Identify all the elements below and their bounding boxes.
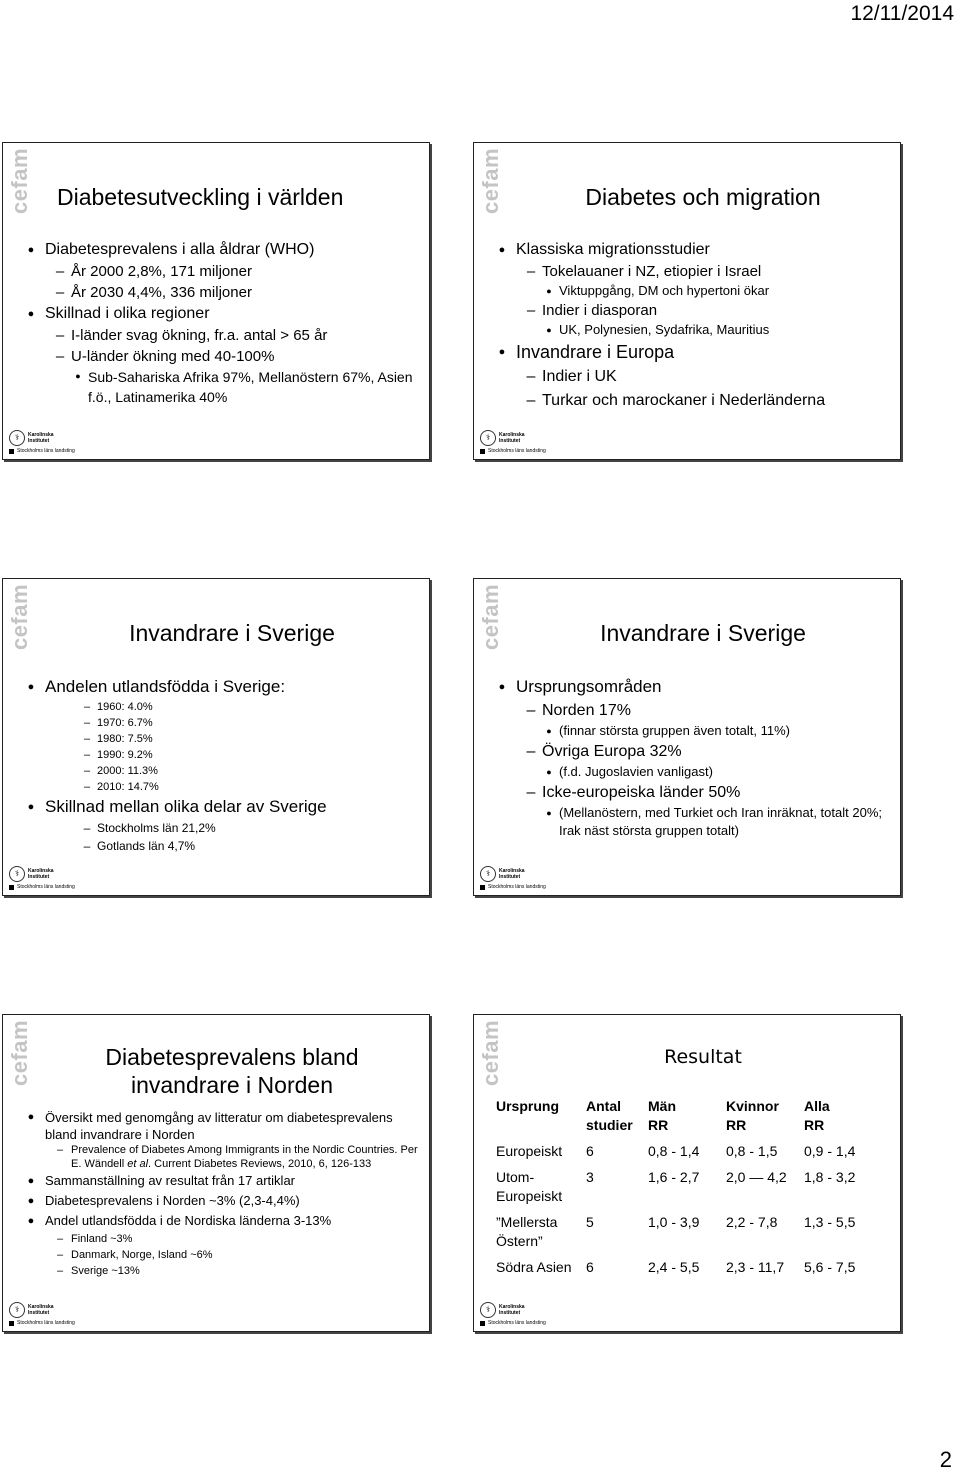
karolinska-wordmark: Karolinska Institutet bbox=[28, 432, 54, 444]
bullet-icon: ● bbox=[546, 325, 552, 335]
bullet-text: Stockholms län 21,2% bbox=[97, 821, 216, 835]
page-number: 2 bbox=[939, 1447, 952, 1472]
slide-title: Resultat bbox=[664, 1046, 742, 1068]
slide-footer bbox=[9, 1302, 75, 1326]
bullet-text: UK, Polynesien, Sydafrika, Mauritius bbox=[559, 322, 770, 337]
karolinska-logo-icon: ⚕ bbox=[480, 1302, 496, 1318]
slide-footer bbox=[480, 1302, 546, 1326]
bullet-text: I-länder svag ökning, fr.a. antal > 65 år bbox=[71, 327, 328, 344]
dash-icon: – bbox=[83, 781, 91, 793]
bullet-text: Viktuppgång, DM och hypertoni ökar bbox=[559, 283, 770, 298]
sll-logo-icon bbox=[480, 449, 485, 454]
year-share: 2010: 14.7% bbox=[97, 781, 159, 793]
slide-body bbox=[25, 239, 421, 407]
year-share: 2000: 11.3% bbox=[97, 765, 158, 777]
bullet-text: Diabetesprevalens i alla åldrar (WHO) bbox=[45, 241, 315, 258]
dash-icon: – bbox=[83, 821, 91, 835]
sll-wordmark: Stockholms läns landsting bbox=[17, 1320, 75, 1326]
bullet-text: (Mellanöstern, med Turkiet och Iran inräknat, totalt 20%; Irak näst största gruppen totalt) bbox=[559, 805, 882, 838]
slide-body bbox=[25, 1109, 421, 1279]
year-share: 1970: 6.7% bbox=[97, 717, 153, 729]
bullet-text: Icke-europeiska länder 50% bbox=[542, 784, 741, 801]
karolinska-wordmark: Karolinska Institutet bbox=[28, 1304, 54, 1316]
sll-logo-icon bbox=[9, 885, 14, 890]
cefam-logo-text: cefam bbox=[478, 1019, 503, 1087]
sll-wordmark: Stockholms läns landsting bbox=[17, 448, 75, 454]
bullet-text: År 2000 2,8%, 171 miljoner bbox=[71, 263, 252, 280]
sll-logo-icon bbox=[480, 885, 485, 890]
bullet-text: Indier i UK bbox=[542, 368, 617, 385]
bullet-icon: ● bbox=[75, 371, 81, 381]
dash-icon: – bbox=[526, 743, 536, 760]
karolinska-logo-icon: ⚕ bbox=[480, 866, 496, 882]
slide-title: Invandrare i Sverige bbox=[600, 620, 806, 646]
sll-logo-icon bbox=[480, 1321, 485, 1326]
table-cell: 1,8 - 3,2 bbox=[804, 1169, 856, 1185]
bullet-text: Indier i diasporan bbox=[542, 302, 658, 319]
table-row bbox=[496, 1258, 882, 1284]
bullet-icon: ● bbox=[27, 801, 35, 813]
table-header-row bbox=[496, 1097, 882, 1142]
dash-icon: – bbox=[526, 702, 536, 719]
bullet-text: U-länder ökning med 40-100% bbox=[71, 348, 275, 365]
dash-icon: – bbox=[56, 1233, 64, 1245]
slide-body bbox=[496, 675, 892, 840]
bullet-icon: ● bbox=[27, 1175, 35, 1187]
bullet-text: Tokelauaner i NZ, etiopier i Israel bbox=[542, 263, 762, 280]
dash-icon: – bbox=[83, 717, 91, 729]
bullet-text: Andelen utlandsfödda i Sverige: bbox=[45, 677, 286, 696]
table-row bbox=[496, 1142, 882, 1168]
table-cell: 6 bbox=[586, 1259, 594, 1275]
cefam-logo bbox=[478, 583, 503, 651]
slide-diabetes-migration bbox=[473, 142, 901, 460]
bullet-icon: ● bbox=[27, 681, 35, 693]
cefam-logo-text: cefam bbox=[7, 147, 32, 215]
table-cell: 1,0 - 3,9 bbox=[648, 1214, 700, 1230]
slide-diabetes-prevalence-nordic bbox=[2, 1014, 430, 1332]
cefam-logo-text: cefam bbox=[7, 1019, 32, 1087]
cefam-logo bbox=[478, 147, 503, 215]
slide-title: Invandrare i Sverige bbox=[129, 620, 335, 646]
slide-diabetes-worldwide bbox=[2, 142, 430, 460]
bullet-text: Sammanställning av resultat från 17 artiklar bbox=[45, 1173, 296, 1188]
table-row bbox=[496, 1213, 882, 1258]
karolinska-wordmark: Karolinska Institutet bbox=[499, 1304, 525, 1316]
table-cell: ”Mellersta Östern” bbox=[496, 1214, 558, 1249]
dash-icon: – bbox=[83, 733, 91, 745]
slide-title: Diabetes och migration bbox=[585, 184, 821, 210]
table-cell: 3 bbox=[586, 1169, 594, 1185]
table-cell: Europeiskt bbox=[496, 1143, 563, 1159]
sll-logo-icon bbox=[9, 449, 14, 454]
page-date: 12/11/2014 bbox=[850, 2, 954, 25]
slide-body bbox=[25, 675, 421, 855]
karolinska-wordmark: Karolinska Institutet bbox=[499, 868, 525, 880]
bullet-icon: ● bbox=[27, 1111, 35, 1123]
cefam-logo-text: cefam bbox=[478, 147, 503, 215]
karolinska-wordmark: Karolinska Institutet bbox=[499, 432, 525, 444]
dash-icon: – bbox=[55, 284, 65, 301]
cefam-logo bbox=[7, 147, 32, 215]
sll-wordmark: Stockholms läns landsting bbox=[488, 884, 546, 890]
dash-icon: – bbox=[526, 392, 536, 409]
bullet-text: Norden 17% bbox=[542, 702, 631, 719]
reference-text: Prevalence of Diabetes Among Immigrants in the Nordic Countries. Per E. Wändell et al. Current Diabetes Reviews, 2010, 6, 126-133 bbox=[71, 1144, 418, 1170]
table-cell: 0,9 - 1,4 bbox=[804, 1143, 856, 1159]
table-cell: 5 bbox=[586, 1214, 594, 1230]
slide-title-line: Diabetesprevalens bland bbox=[105, 1044, 359, 1070]
bullet-icon: ● bbox=[546, 767, 552, 777]
karolinska-logo-icon: ⚕ bbox=[480, 430, 496, 446]
bullet-text: Danmark, Norge, Island ~6% bbox=[71, 1249, 213, 1261]
slide-body bbox=[496, 239, 892, 413]
karolinska-wordmark: Karolinska Institutet bbox=[28, 868, 54, 880]
table-cell: 2,4 - 5,5 bbox=[648, 1259, 700, 1275]
karolinska-logo-icon: ⚕ bbox=[9, 866, 25, 882]
year-share: 1980: 7.5% bbox=[97, 733, 153, 745]
slide-title bbox=[43, 1043, 421, 1099]
bullet-text: Invandrare i Europa bbox=[516, 342, 675, 362]
table-cell: 1,6 - 2,7 bbox=[648, 1169, 700, 1185]
karolinska-logo-icon: ⚕ bbox=[9, 1302, 25, 1318]
slide-footer bbox=[480, 866, 546, 890]
slide-title: Diabetesutveckling i världen bbox=[57, 184, 344, 210]
bullet-text: År 2030 4,4%, 336 miljoner bbox=[71, 284, 252, 301]
slide-title-line: invandrare i Norden bbox=[130, 1072, 333, 1098]
bullet-text: (f.d. Jugoslavien vanligast) bbox=[559, 764, 713, 779]
table-cell: 2,0 — 4,2 bbox=[726, 1169, 787, 1185]
table-cell: 2,3 - 11,7 bbox=[726, 1259, 785, 1275]
bullet-text: Finland ~3% bbox=[71, 1233, 133, 1245]
bullet-text: Sub-Sahariska Afrika 97%, Mellanöstern 67%, Asien f.ö., Latinamerika 40% bbox=[88, 369, 413, 405]
column-header: Ursprung bbox=[496, 1098, 559, 1114]
dash-icon: – bbox=[526, 263, 536, 280]
table-cell: 0,8 - 1,4 bbox=[648, 1143, 700, 1159]
column-header: Alla RR bbox=[804, 1098, 830, 1133]
dash-icon: – bbox=[56, 1144, 64, 1156]
bullet-text: Övriga Europa 32% bbox=[542, 743, 682, 760]
table-cell: Utom-Europeiskt bbox=[496, 1169, 563, 1204]
dash-icon: – bbox=[83, 765, 91, 777]
bullet-text: Andel utlandsfödda i de Nordiska länderna 3-13% bbox=[45, 1213, 332, 1228]
bullet-icon: ● bbox=[546, 808, 552, 818]
bullet-text: Gotlands län 4,7% bbox=[97, 839, 196, 853]
dash-icon: – bbox=[55, 327, 65, 344]
slide-footer bbox=[9, 866, 75, 890]
dash-icon: – bbox=[56, 1249, 64, 1261]
bullet-icon: ● bbox=[546, 726, 552, 736]
reference bbox=[25, 1143, 421, 1171]
bullet-icon: ● bbox=[498, 244, 506, 256]
dash-icon: – bbox=[83, 839, 91, 853]
sll-logo-icon bbox=[9, 1321, 14, 1326]
bullet-icon: ● bbox=[27, 1215, 35, 1227]
slide-immigrants-sweden-origin bbox=[473, 578, 901, 896]
sll-wordmark: Stockholms läns landsting bbox=[488, 1320, 546, 1326]
dash-icon: – bbox=[526, 368, 536, 385]
dash-icon: – bbox=[526, 784, 536, 801]
slide-immigrants-sweden-share bbox=[2, 578, 430, 896]
cefam-logo bbox=[478, 1019, 503, 1087]
dash-icon: – bbox=[83, 701, 91, 713]
table-cell: 1,3 - 5,5 bbox=[804, 1214, 856, 1230]
year-share: 1990: 9.2% bbox=[97, 749, 153, 761]
bullet-icon: ● bbox=[27, 244, 35, 256]
bullet-text: Klassiska migrationsstudier bbox=[516, 241, 710, 258]
dash-icon: – bbox=[56, 1265, 64, 1277]
cefam-logo bbox=[7, 583, 32, 651]
sll-wordmark: Stockholms läns landsting bbox=[17, 884, 75, 890]
column-header: Antal studier bbox=[586, 1098, 633, 1133]
bullet-icon: ● bbox=[498, 681, 506, 693]
slide-results bbox=[473, 1014, 901, 1332]
table-cell: 0,8 - 1,5 bbox=[726, 1143, 778, 1159]
dash-icon: – bbox=[83, 749, 91, 761]
table-row bbox=[496, 1168, 882, 1213]
dash-icon: – bbox=[526, 302, 536, 319]
bullet-icon: ● bbox=[27, 1195, 35, 1207]
table-cell: 5,6 - 7,5 bbox=[804, 1259, 856, 1275]
dash-icon: – bbox=[55, 263, 65, 280]
karolinska-logo-icon: ⚕ bbox=[9, 430, 25, 446]
bullet-icon: ● bbox=[546, 286, 552, 296]
dash-icon: – bbox=[55, 348, 65, 365]
table-cell: 2,2 - 7,8 bbox=[726, 1214, 778, 1230]
bullet-icon: ● bbox=[27, 308, 35, 320]
bullet-text: Skillnad i olika regioner bbox=[45, 305, 210, 322]
column-header: Kvinnor RR bbox=[726, 1098, 779, 1133]
cefam-logo-text: cefam bbox=[478, 583, 503, 651]
cefam-logo-text: cefam bbox=[7, 583, 32, 651]
bullet-text: (finnar största gruppen även totalt, 11%) bbox=[559, 723, 790, 738]
cefam-logo bbox=[7, 1019, 32, 1087]
bullet-text: Skillnad mellan olika delar av Sverige bbox=[45, 797, 327, 816]
bullet-text: Sverige ~13% bbox=[71, 1265, 140, 1277]
slide-footer bbox=[9, 430, 75, 454]
slide-footer bbox=[480, 430, 546, 454]
bullet-icon: ● bbox=[498, 346, 506, 358]
year-share: 1960: 4.0% bbox=[97, 701, 153, 713]
sll-wordmark: Stockholms läns landsting bbox=[488, 448, 546, 454]
results-table bbox=[496, 1097, 882, 1284]
table-cell: 6 bbox=[586, 1143, 594, 1159]
table-cell: Södra Asien bbox=[496, 1259, 572, 1275]
bullet-text: Diabetesprevalens i Norden ~3% (2,3-4,4%) bbox=[45, 1193, 300, 1208]
bullet-text: Ursprungsområden bbox=[516, 677, 662, 696]
bullet-text: Översikt med genomgång av litteratur om diabetesprevalens bland invandrare i Norden bbox=[45, 1110, 393, 1142]
column-header: Män RR bbox=[648, 1098, 676, 1133]
bullet-text: Turkar och marockaner i Nederländerna bbox=[542, 392, 826, 409]
